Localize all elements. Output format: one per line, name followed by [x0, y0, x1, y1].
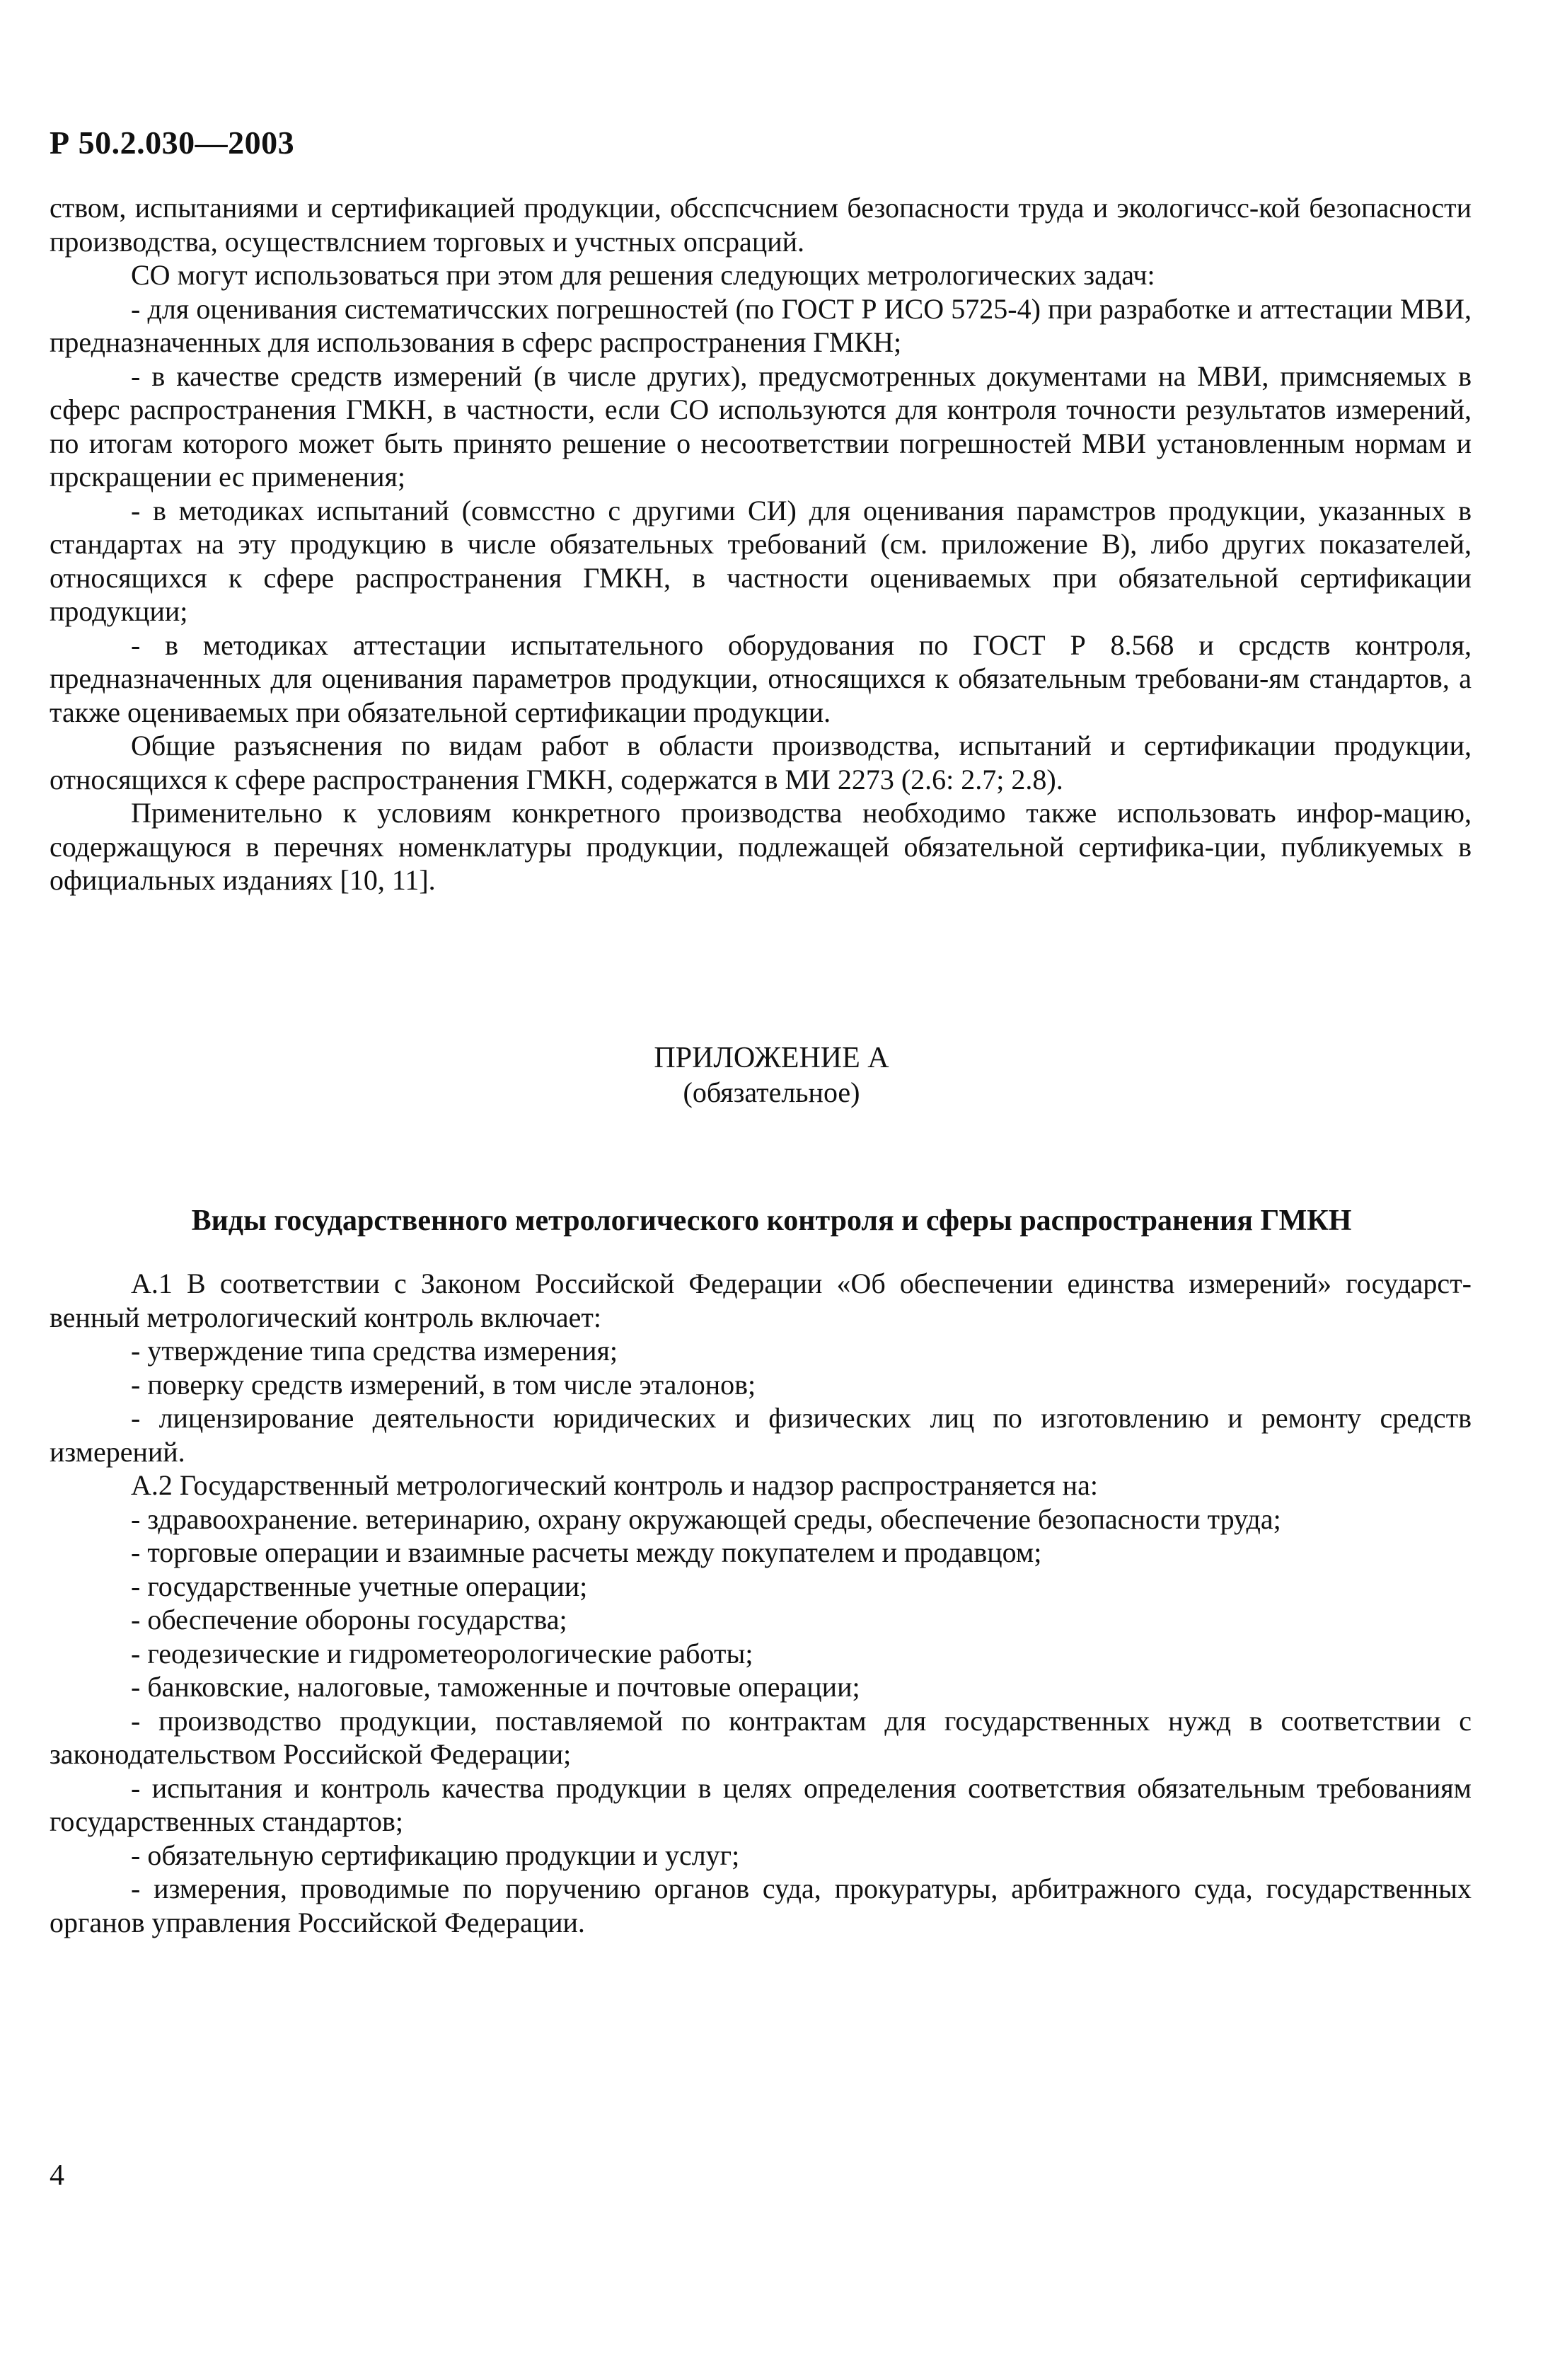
list-item: - в методиках аттестации испытательного оборудования по ГОСТ Р 8.568 и срсдств контроля, предназначенных для оценивания параметров продукции, относящихся к обязательным требовани-ям стандартов, а также оцениваемых при обязательной сертификации продукции.: [50, 628, 1472, 728]
body-text-top: [50, 191, 1472, 897]
list-item: - лицензирование деятельности юридических и физических лиц по изготовлению и ремонту средств измерений.: [50, 1402, 1472, 1468]
appendix-subtitle: (обязательное): [683, 1076, 860, 1108]
paragraph: СО могут использоваться при этом для решения следующих метрологических задач:: [131, 259, 1155, 291]
paragraph: Общие разъяснения по видам работ в области производства, испытаний и сертификации продукции, относящихся к сфере распространения ГМКН, содержатся в МИ 2273 (2.6: 2.7; 2.8).: [50, 730, 1472, 795]
paragraph: Применительно к условиям конкретного производства необходимо также использовать инфор-мацию, содержащуюся в перечнях номенклатуры продукции, подлежащей обязательной сертифика-ции, публикуемых в официальных изданиях [10, 11].: [50, 797, 1472, 896]
list-item: - обеспечение обороны государства;: [131, 1604, 567, 1635]
list-item: - поверку средств измерений, в том числе эталонов;: [131, 1368, 756, 1401]
paragraph: А.2 Государственный метрологический контроль и надзор распространяется на:: [131, 1469, 1098, 1501]
list-item: - для оценивания систематичсских погрешностей (по ГОСТ Р ИСО 5725-4) при разработке и аттестации МВИ, предназначенных для использования в сферс распространения ГМКН;: [50, 292, 1472, 358]
list-item: - обязательную сертификацию продукции и услуг;: [131, 1839, 740, 1871]
list-item: - утверждение типа средства измерения;: [131, 1335, 618, 1367]
list-item: - государственные учетные операции;: [131, 1570, 588, 1602]
document-code: Р 50.2.030—2003: [50, 125, 295, 161]
paragraph: А.1 В соответствии с Законом Российской Федерации «Об обеспечении единства измерений» государст-венный метрологический контроль включает:: [50, 1267, 1472, 1333]
section-heading: Виды государственного метрологического контроля и сферы распространения ГМКН: [191, 1205, 1352, 1237]
appendix-body-text: [50, 1267, 1472, 1939]
page-number: 4: [50, 2159, 64, 2192]
list-item: - здравоохранение. ветеринарию, охрану окружающей среды, обеспечение безопасности труда;: [131, 1502, 1281, 1535]
list-item: - производство продукции, поставляемой по контрактам для государственных нужд в соответствии с законодательством Российской Федерации;: [50, 1704, 1472, 1770]
list-item: - геодезические и гидрометеорологические работы;: [131, 1637, 753, 1669]
paragraph: ством, испытаниями и сертификацией продукции, обсспсчснием безопасности труда и экологичсс-кой безопасности производства, осуществлснием торговых и учстных опсраций.: [50, 192, 1472, 258]
list-item: - торговые операции и взаимные расчеты между покупателем и продавцом;: [131, 1536, 1042, 1568]
appendix-title: ПРИЛОЖЕНИЕ А: [654, 1042, 889, 1074]
list-item: - банковские, налоговые, таможенные и почтовые операции;: [131, 1671, 860, 1703]
list-item: - в качестве средств измерений (в числе других), предусмотренных документами на МВИ, примсняемых в сферс распространения ГМКН, в частности, если СО используются для контроля точности результатов измерений, по итогам которого может быть принято решение о несоответствии погрешностей МВИ установленным нормам и прскращении ес применения;: [50, 360, 1472, 493]
list-item: - в методиках испытаний (совмсстно с другими СИ) для оценивания парамстров продукции, указанных в стандартах на эту продукцию в числе обязательных требований (см. приложение В), либо других показателей, относящихся к сфере распространения ГМКН, в частности оцениваемых при обязательной сертификации продукции;: [50, 494, 1472, 627]
list-item: - испытания и контроль качества продукции в целях определения соответствия обязательным требованиям государственных стандартов;: [50, 1771, 1472, 1837]
list-item: - измерения, проводимые по поручению органов суда, прокуратуры, арбитражного суда, государственных органов управления Российской Федерации.: [50, 1873, 1472, 1938]
